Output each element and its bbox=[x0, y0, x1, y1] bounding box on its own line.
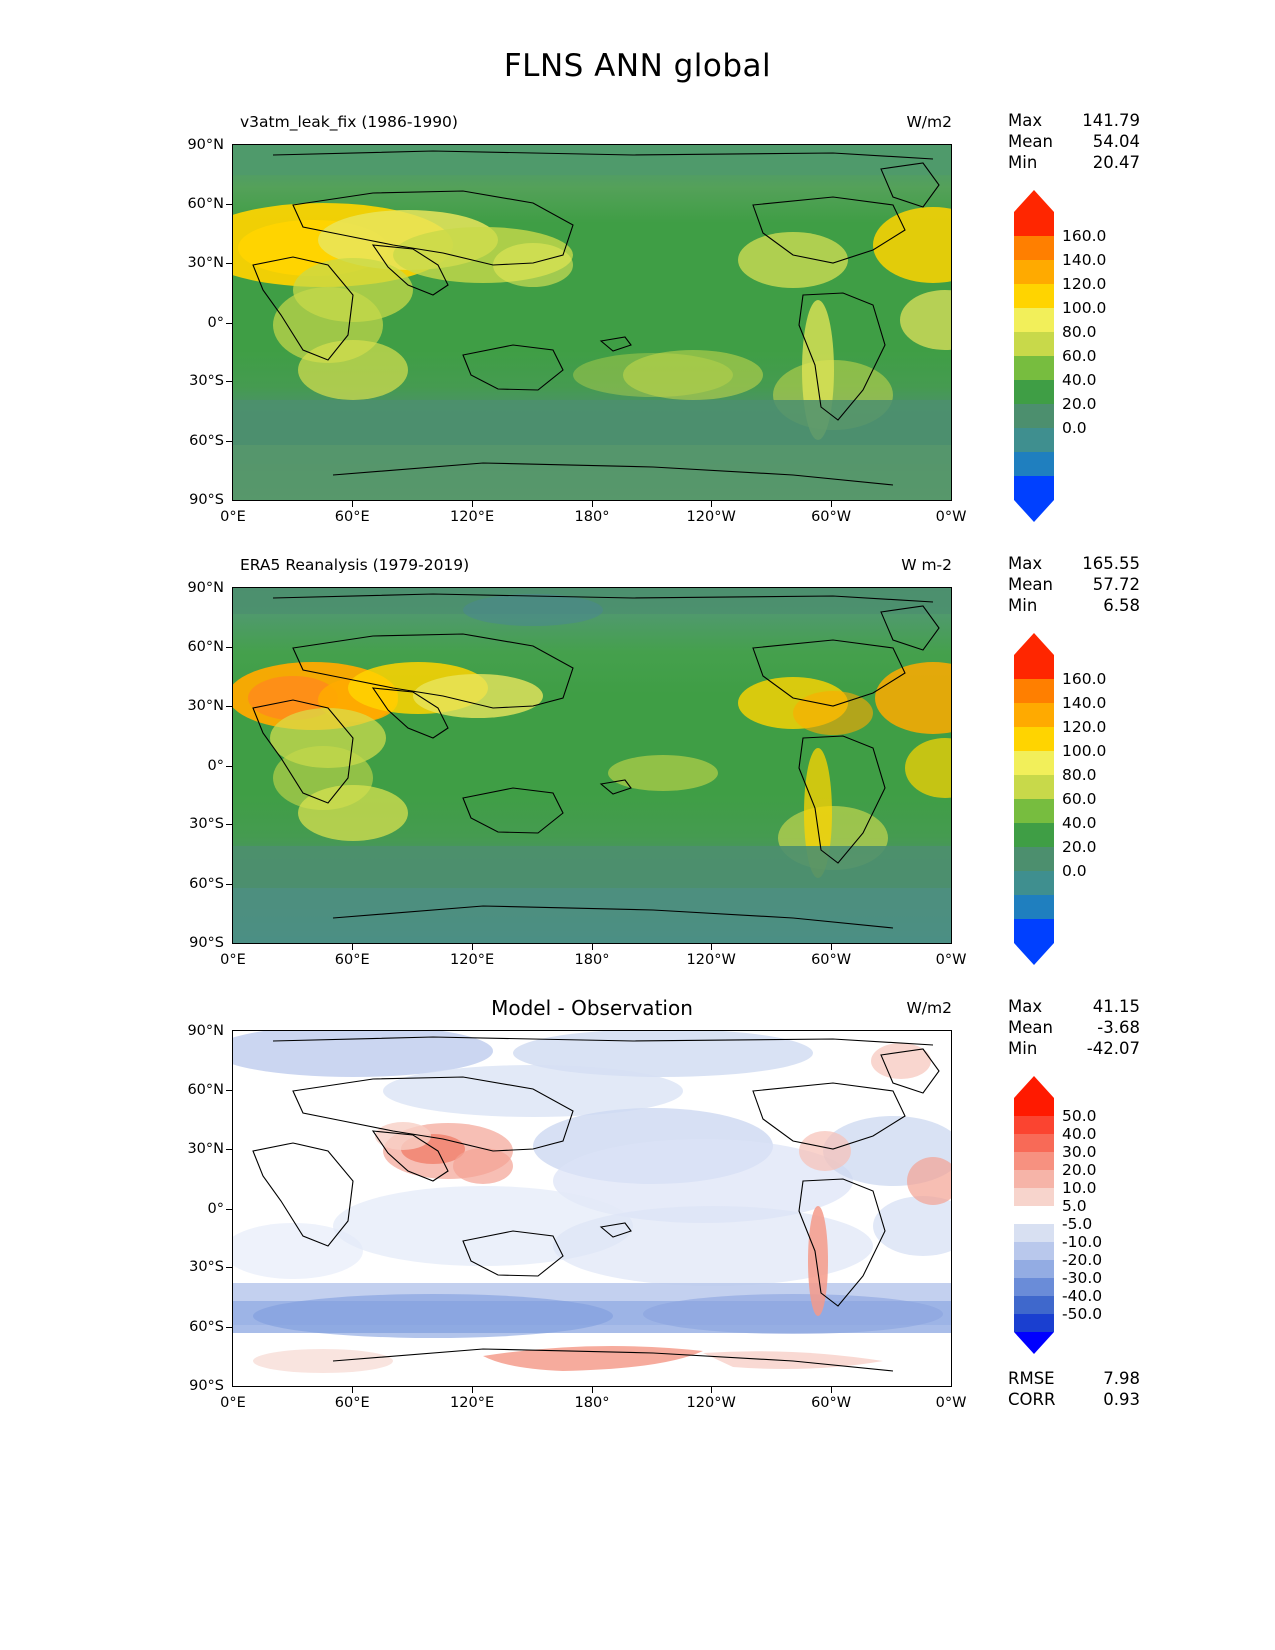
panel-3-xlabel-0w: 0°W bbox=[935, 1395, 967, 1411]
panel-1-ylabel-60s: 60°S bbox=[189, 432, 224, 449]
panel-1-stat-mean-key: Mean bbox=[1008, 132, 1053, 151]
panel-2-ylabel-90n: 90°N bbox=[187, 580, 224, 596]
panel-1-ylabel-90s: 90°S bbox=[189, 492, 224, 508]
colorbar-tick-label: -20.0 bbox=[1062, 1251, 1103, 1269]
panel-1-xlabel-0e: 0°E bbox=[220, 509, 246, 525]
panel-3-stats bbox=[1008, 996, 1140, 1059]
colorbar-under-arrow bbox=[1014, 1332, 1054, 1354]
colorbar-segment bbox=[1014, 838, 1097, 871]
panel-1-map-graphic bbox=[233, 145, 951, 500]
colorbar-segment bbox=[1014, 1098, 1054, 1116]
panel-1-xlabel-180: 180° bbox=[574, 509, 610, 525]
colorbar-tick-label: 20.0 bbox=[1062, 838, 1097, 856]
colorbar-under-arrow bbox=[1014, 943, 1054, 965]
colorbar-tick-label: 60.0 bbox=[1062, 790, 1097, 808]
panel-1-colorbar bbox=[1014, 190, 1107, 522]
panel-2-xlabel-60w: 60°W bbox=[811, 952, 852, 968]
colorbar-tick-label: 80.0 bbox=[1062, 766, 1097, 784]
panel-3-ylabel-60n: 60°N bbox=[187, 1081, 224, 1098]
panel-2-stat-max-key: Max bbox=[1008, 554, 1043, 573]
colorbar-tick-label: 0.0 bbox=[1062, 419, 1087, 437]
panel-2-stat-min-key: Min bbox=[1008, 596, 1038, 615]
panel-2-xlabel-120w: 120°W bbox=[686, 952, 736, 968]
panel-1-header bbox=[232, 113, 952, 139]
panel-3-ylabel-30s: 30°S bbox=[189, 1259, 224, 1276]
colorbar-tick-label: 80.0 bbox=[1062, 323, 1097, 341]
colorbar-tick-label: -50.0 bbox=[1062, 1305, 1103, 1323]
panel-2-header bbox=[232, 556, 952, 582]
colorbar-tick-label: 160.0 bbox=[1062, 227, 1107, 245]
page-title: FLNS ANN global bbox=[503, 48, 772, 84]
corr-val: 0.93 bbox=[1103, 1390, 1140, 1409]
colorbar-segment bbox=[1014, 419, 1087, 452]
colorbar-segment bbox=[1014, 1197, 1087, 1224]
panel-2-ylabel-60s: 60°S bbox=[189, 875, 224, 892]
colorbar-segment bbox=[1014, 895, 1054, 919]
panel-3-stat-min-key: Min bbox=[1008, 1039, 1038, 1058]
panel-2-colorbar bbox=[1014, 633, 1107, 965]
panel-3-xlabel-180: 180° bbox=[574, 1395, 610, 1411]
panel-2-stat-max-val: 165.55 bbox=[1082, 554, 1140, 573]
panel-difference bbox=[187, 996, 967, 1411]
panel-1-units: W/m2 bbox=[906, 113, 952, 131]
panel-3-stat-max-val: 41.15 bbox=[1092, 997, 1140, 1016]
difference-extra-stats bbox=[1008, 1368, 1140, 1410]
panel-3-ylabel-60s: 60°S bbox=[189, 1318, 224, 1335]
panel-3-xlabel-120e: 120°E bbox=[450, 1395, 495, 1411]
colorbar-tick-label: 120.0 bbox=[1062, 275, 1107, 293]
panel-3-xlabel-60w: 60°W bbox=[811, 1395, 852, 1411]
colorbar-segment bbox=[1014, 476, 1054, 500]
panel-2-subtitle: ERA5 Reanalysis (1979-2019) bbox=[240, 556, 470, 574]
colorbar-tick-label: -10.0 bbox=[1062, 1233, 1103, 1251]
panel-1-stat-mean-val: 54.04 bbox=[1092, 132, 1140, 151]
panel-3-ylabel-30n: 30°N bbox=[187, 1141, 224, 1158]
panel-2-ylabel-30n: 30°N bbox=[187, 698, 224, 715]
panel-1-xlabel-120w: 120°W bbox=[686, 509, 736, 525]
panel-1-stat-max-val: 141.79 bbox=[1082, 111, 1140, 130]
panel-1-stats bbox=[1008, 110, 1140, 173]
colorbar-tick-label: 20.0 bbox=[1062, 395, 1097, 413]
panel-1-ylabel-90n: 90°N bbox=[187, 137, 224, 153]
panel-1-ylabel-30n: 30°N bbox=[187, 255, 224, 272]
panel-3-header bbox=[232, 996, 952, 1025]
panel-3-subtitle: Model - Observation bbox=[491, 996, 693, 1020]
colorbar-segment bbox=[1014, 862, 1087, 895]
corr-key: CORR bbox=[1008, 1390, 1056, 1409]
colorbar-segment bbox=[1014, 452, 1054, 476]
panel-1-stat-min-key: Min bbox=[1008, 153, 1038, 172]
panel-2-units: W m-2 bbox=[901, 556, 952, 574]
panel-2-map bbox=[187, 580, 967, 968]
panel-2-xlabel-0w: 0°W bbox=[935, 952, 967, 968]
panel-model bbox=[187, 113, 967, 525]
panel-2-stat-min-val: 6.58 bbox=[1103, 596, 1140, 615]
colorbar-tick-label: 160.0 bbox=[1062, 670, 1107, 688]
panel-3-xlabel-120w: 120°W bbox=[686, 1395, 736, 1411]
panel-1-subtitle: v3atm_leak_fix (1986-1990) bbox=[240, 113, 458, 131]
colorbar-under-arrow bbox=[1014, 500, 1054, 522]
panel-2-ylabel-90s: 90°S bbox=[189, 935, 224, 951]
colorbar-tick-label: 100.0 bbox=[1062, 299, 1107, 317]
panel-2-xlabel-60e: 60°E bbox=[334, 952, 370, 968]
panel-3-stat-mean-key: Mean bbox=[1008, 1018, 1053, 1037]
panel-1-xlabel-60w: 60°W bbox=[811, 509, 852, 525]
colorbar-tick-label: 100.0 bbox=[1062, 742, 1107, 760]
panel-3-xlabel-0e: 0°E bbox=[220, 1395, 246, 1411]
panel-1-map bbox=[187, 137, 967, 525]
panel-3-stat-max-key: Max bbox=[1008, 997, 1043, 1016]
panel-2-stat-mean-key: Mean bbox=[1008, 575, 1053, 594]
colorbar-tick-label: 120.0 bbox=[1062, 718, 1107, 736]
colorbar-tick-label: 10.0 bbox=[1062, 1179, 1097, 1197]
colorbar-tick-label: 140.0 bbox=[1062, 694, 1107, 712]
colorbar-segment bbox=[1014, 655, 1054, 679]
panel-3-ylabel-90s: 90°S bbox=[189, 1378, 224, 1394]
colorbar-tick-label: 50.0 bbox=[1062, 1107, 1097, 1125]
panel-observation bbox=[187, 556, 967, 968]
colorbar-segment bbox=[1014, 1305, 1103, 1332]
colorbar-tick-label: 30.0 bbox=[1062, 1143, 1097, 1161]
colorbar-segment bbox=[1014, 1215, 1093, 1242]
colorbar-over-arrow bbox=[1014, 190, 1054, 212]
panel-1-xlabel-60e: 60°E bbox=[334, 509, 370, 525]
panel-2-stat-mean-val: 57.72 bbox=[1092, 575, 1140, 594]
panel-1-stat-min-val: 20.47 bbox=[1092, 153, 1140, 172]
rmse-key: RMSE bbox=[1008, 1369, 1055, 1388]
panel-1-stat-max-key: Max bbox=[1008, 111, 1043, 130]
panel-3-colorbar bbox=[1014, 1076, 1103, 1354]
panel-3-units: W/m2 bbox=[906, 999, 952, 1017]
panel-1-ylabel-0: 0° bbox=[207, 314, 224, 331]
panel-3-stat-mean-val: -3.68 bbox=[1097, 1018, 1140, 1037]
colorbar-over-arrow bbox=[1014, 1076, 1054, 1098]
colorbar-segment bbox=[1014, 212, 1054, 236]
panel-3-ylabel-0: 0° bbox=[207, 1200, 224, 1217]
colorbar-over-arrow bbox=[1014, 633, 1054, 655]
panel-3-map-graphic bbox=[233, 1031, 951, 1386]
panel-2-stats bbox=[1008, 553, 1140, 616]
panel-3-ylabel-90n: 90°N bbox=[187, 1023, 224, 1039]
colorbar-tick-label: -40.0 bbox=[1062, 1287, 1103, 1305]
colorbar-tick-label: 40.0 bbox=[1062, 1125, 1097, 1143]
colorbar-tick-label: 5.0 bbox=[1062, 1197, 1087, 1215]
panel-1-xlabel-0w: 0°W bbox=[935, 509, 967, 525]
colorbar-segment bbox=[1014, 395, 1097, 428]
colorbar-tick-label: 60.0 bbox=[1062, 347, 1097, 365]
panel-3-xlabel-60e: 60°E bbox=[334, 1395, 370, 1411]
panel-2-ylabel-30s: 30°S bbox=[189, 816, 224, 833]
panel-2-xlabel-120e: 120°E bbox=[450, 952, 495, 968]
colorbar-tick-label: -5.0 bbox=[1062, 1215, 1093, 1233]
panel-3-stat-min-val: -42.07 bbox=[1086, 1039, 1140, 1058]
panel-3-map bbox=[187, 1023, 967, 1411]
panel-2-xlabel-0e: 0°E bbox=[220, 952, 246, 968]
colorbar-tick-label: -30.0 bbox=[1062, 1269, 1103, 1287]
panel-1-ylabel-30s: 30°S bbox=[189, 373, 224, 390]
panel-2-xlabel-180: 180° bbox=[574, 952, 610, 968]
rmse-val: 7.98 bbox=[1103, 1369, 1140, 1388]
panel-2-ylabel-60n: 60°N bbox=[187, 638, 224, 655]
panel-1-xlabel-120e: 120°E bbox=[450, 509, 495, 525]
colorbar-tick-label: 40.0 bbox=[1062, 814, 1097, 832]
colorbar-tick-label: 20.0 bbox=[1062, 1161, 1097, 1179]
panel-1-ylabel-60n: 60°N bbox=[187, 195, 224, 212]
panel-2-ylabel-0: 0° bbox=[207, 757, 224, 774]
colorbar-tick-label: 0.0 bbox=[1062, 862, 1087, 880]
colorbar-tick-label: 140.0 bbox=[1062, 251, 1107, 269]
panel-2-map-graphic bbox=[233, 588, 951, 943]
colorbar-segment bbox=[1014, 919, 1054, 943]
colorbar-tick-label: 40.0 bbox=[1062, 371, 1097, 389]
